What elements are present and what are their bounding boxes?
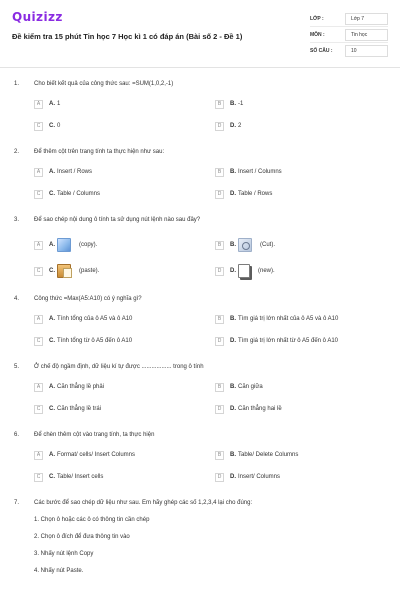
option-badge: A (34, 451, 43, 460)
option-key: A. (49, 101, 55, 107)
meta-row-subject (310, 27, 388, 43)
option-a[interactable] (34, 376, 215, 398)
meta-value: 10 (345, 45, 388, 57)
option-key: D. (230, 268, 236, 274)
option-key: C. (49, 474, 55, 480)
option-text: Table/ Insert cells (57, 474, 104, 480)
option-text: (copy). (79, 242, 98, 248)
question-number: 6. (14, 432, 20, 438)
option-text: Format/ cells/ Insert Columns (57, 452, 136, 458)
question-list (0, 68, 400, 580)
question-5 (0, 363, 400, 420)
option-key: B. (230, 384, 236, 390)
worksheet-meta (310, 11, 388, 59)
option-badge: C (34, 267, 43, 276)
question-line (0, 148, 400, 156)
option-key: B. (230, 101, 236, 107)
option-badge: D (215, 405, 224, 414)
meta-row-question-count (310, 43, 388, 59)
question-number: 2. (14, 149, 20, 155)
option-text: (new). (258, 268, 275, 274)
option-list (0, 93, 400, 137)
option-text: Căn thẳng hai lề (238, 406, 282, 412)
question-line (0, 216, 400, 224)
option-badge: C (34, 337, 43, 346)
new-document-icon (238, 264, 250, 278)
question-line (0, 295, 400, 303)
option-key: C. (49, 123, 55, 129)
option-text: Tính tổng từ ô A5 đến ô A10 (57, 338, 133, 344)
option-badge: B (215, 241, 224, 250)
option-d[interactable] (215, 183, 396, 205)
question-line (0, 431, 400, 439)
option-key: B. (230, 169, 236, 175)
option-text: (Cut). (260, 242, 275, 248)
option-text: Insert/ Columns (238, 474, 281, 480)
option-text: Table/ Delete Columns (238, 452, 299, 458)
option-badge: A (34, 168, 43, 177)
option-badge: B (215, 315, 224, 324)
option-a[interactable] (34, 161, 215, 183)
question-line (0, 363, 400, 371)
option-key: D. (230, 406, 236, 412)
question-6 (0, 431, 400, 488)
option-text: Căn thẳng lề phải (57, 384, 105, 390)
option-c[interactable] (34, 258, 215, 284)
option-b[interactable] (215, 161, 396, 183)
question-text: Để chèn thêm cột vào trang tính, ta thực hiện (34, 432, 155, 438)
meta-row-class (310, 11, 388, 27)
option-b[interactable] (215, 93, 396, 115)
question-2 (0, 148, 400, 205)
option-badge: C (34, 405, 43, 414)
option-text: Insert / Columns (238, 169, 282, 175)
option-key: A. (49, 384, 55, 390)
option-key: A. (49, 452, 55, 458)
question-text: Cho biết kết quả của công thức sau: =SUM(1,0,2,-1) (34, 81, 174, 87)
question-number: 5. (14, 364, 20, 370)
option-key: A. (49, 169, 55, 175)
option-badge: B (215, 451, 224, 460)
option-key: B. (230, 316, 236, 322)
option-text: Table / Columns (57, 191, 101, 197)
option-badge: A (34, 241, 43, 250)
option-text: 0 (57, 123, 61, 129)
option-d[interactable] (215, 258, 396, 284)
meta-label: LỚP : (310, 15, 324, 22)
option-key: C. (49, 268, 55, 274)
question-text: Công thức =Max(A5:A10) có ý nghĩa gì? (34, 296, 142, 302)
option-c[interactable] (34, 398, 215, 420)
option-text: Insert / Rows (57, 169, 93, 175)
option-badge: D (215, 190, 224, 199)
option-list (0, 308, 400, 352)
option-badge: C (34, 473, 43, 482)
quizizz-logo[interactable]: Quizizz (12, 10, 63, 24)
meta-label: SỐ CÂU : (310, 48, 333, 54)
option-key: C. (49, 406, 55, 412)
question-7 (0, 499, 400, 580)
question-3 (0, 216, 400, 284)
option-badge: D (215, 267, 224, 276)
option-d[interactable] (215, 466, 396, 488)
option-list (0, 161, 400, 205)
paste-icon (57, 264, 71, 278)
option-c[interactable] (34, 466, 215, 488)
option-b[interactable] (215, 444, 396, 466)
step-list (0, 512, 400, 580)
question-1 (0, 80, 400, 137)
option-text: Tìm giá trị lớn nhất của ô A5 và ô A10 (238, 316, 339, 322)
option-text: Table / Rows (238, 191, 273, 197)
option-d[interactable] (215, 115, 396, 137)
option-b[interactable] (215, 308, 396, 330)
option-b[interactable] (215, 376, 396, 398)
option-text: Căn giữa (238, 384, 263, 390)
option-d[interactable] (215, 330, 396, 352)
option-key: B. (230, 242, 236, 248)
option-badge: A (34, 383, 43, 392)
worksheet-header (0, 0, 400, 68)
option-text: Tìm giá trị lớn nhất từ ô A5 đến ô A10 (238, 338, 339, 344)
option-badge: A (34, 315, 43, 324)
option-badge: D (215, 337, 224, 346)
option-d[interactable] (215, 398, 396, 420)
option-text: Tính tổng của ô A5 và ô A10 (57, 316, 133, 322)
option-c[interactable] (34, 183, 215, 205)
question-text: Để sao chép nội dung ô tính ta sử dụng nút lệnh nào sau đây? (34, 217, 201, 223)
worksheet-title: Đề kiểm tra 15 phút Tin học 7 Học kì 1 có đáp án (Bài số 2 - Đề 1) (12, 32, 243, 41)
option-a[interactable] (34, 93, 215, 115)
option-list (0, 444, 400, 488)
option-text: 2 (238, 123, 242, 129)
option-badge: A (34, 100, 43, 109)
question-text: Để thêm cột trên trang tính ta thực hiện như sau: (34, 149, 165, 155)
option-key: C. (49, 191, 55, 197)
option-badge: C (34, 122, 43, 131)
option-badge: B (215, 100, 224, 109)
option-badge: D (215, 122, 224, 131)
option-a[interactable] (34, 308, 215, 330)
option-list (0, 232, 400, 284)
option-key: B. (230, 452, 236, 458)
option-badge: C (34, 190, 43, 199)
question-text: Các bước để sao chép dữ liệu như sau. Em hãy ghép các số 1,2,3,4 lại cho đúng: (34, 500, 253, 506)
step-item: 4. Nhấy nút Paste. (34, 568, 84, 574)
option-key: D. (230, 338, 236, 344)
option-badge: D (215, 473, 224, 482)
question-4 (0, 295, 400, 352)
question-number: 4. (14, 296, 20, 302)
meta-label: MÔN : (310, 31, 325, 38)
cut-icon (238, 238, 252, 252)
option-text: (paste). (79, 268, 100, 274)
meta-value: Tin học (345, 29, 388, 41)
step-item: 3. Nhấy nút lệnh Copy (34, 551, 94, 557)
option-a[interactable] (34, 232, 215, 258)
question-line (0, 499, 400, 507)
step-item: 1. Chọn ô hoặc các ô có thông tin cần chép (34, 517, 150, 523)
option-text: -1 (238, 101, 244, 107)
option-key: A. (49, 316, 55, 322)
option-badge: B (215, 383, 224, 392)
question-number: 7. (14, 500, 20, 506)
step-item: 2. Chọn ô đích để đưa thông tin vào (34, 534, 130, 540)
option-key: D. (230, 191, 236, 197)
option-key: D. (230, 123, 236, 129)
question-number: 3. (14, 217, 20, 223)
option-b[interactable] (215, 232, 396, 258)
option-key: C. (49, 338, 55, 344)
option-key: A. (49, 242, 55, 248)
option-c[interactable] (34, 330, 215, 352)
option-text: Căn thẳng lề trái (57, 406, 102, 412)
option-c[interactable] (34, 115, 215, 137)
meta-value: Lớp 7 (345, 13, 388, 25)
option-list (0, 376, 400, 420)
option-badge: B (215, 168, 224, 177)
option-key: D. (230, 474, 236, 480)
option-text: 1 (57, 101, 61, 107)
question-line (0, 80, 400, 88)
option-a[interactable] (34, 444, 215, 466)
question-text: Ở chế độ ngầm định, dữ liệu kí tự được .................. trong ô tính (34, 364, 204, 370)
copy-icon (57, 238, 71, 252)
question-number: 1. (14, 81, 20, 87)
